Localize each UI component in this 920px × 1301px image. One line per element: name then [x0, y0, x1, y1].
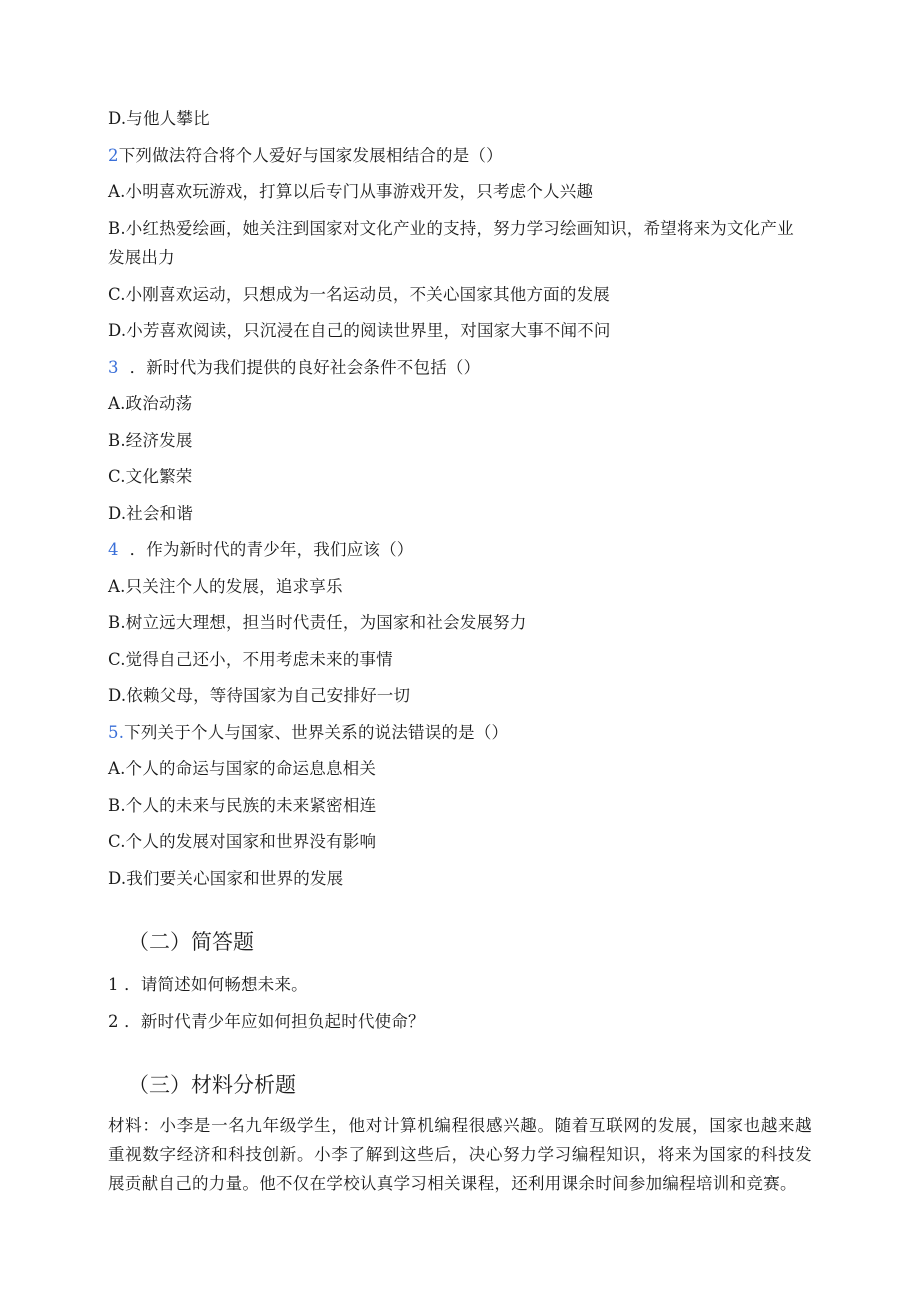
q2-option-d: D.小芳喜欢阅读，只沉浸在自己的阅读世界里，对国家大事不闻不问: [108, 321, 611, 340]
question-number: 5.: [108, 723, 125, 742]
question-number: 2: [108, 146, 119, 165]
q1-option-d: D.与他人攀比: [108, 109, 210, 128]
q2-option-b-cont: 发展出力: [108, 248, 175, 267]
question-number: 3: [108, 358, 119, 377]
question-text: 下列做法符合将个人爱好与国家发展相结合的是（）: [118, 146, 503, 165]
question-3: [108, 357, 480, 379]
q3-option-a: A.政治动荡: [108, 394, 193, 413]
q2-option-a: A.小明喜欢玩游戏，打算以后专门从事游戏开发，只考虑个人兴趣: [108, 182, 594, 201]
material-heading: （三）材料分析题: [128, 1073, 296, 1097]
q4-option-b: B.树立远大理想，担当时代责任，为国家和社会发展努力: [108, 613, 527, 632]
q5-option-a: A.个人的命运与国家的命运息息相关: [108, 759, 377, 778]
short-answer-heading: （二）简答题: [128, 930, 254, 954]
question-text: ．作为新时代的青少年，我们应该（）: [129, 540, 414, 559]
q5-option-d: D.我们要关心国家和世界的发展: [108, 869, 344, 888]
material-paragraph: 材料：小李是一名九年级学生，他对计算机编程很感兴趣。随着互联网的发展，国家也越来越重视数字经济和科技创新。小李了解到这些后，决心努力学习编程知识，将来为国家的科技发展贡献自己的力量。他不仅在学校认真学习相关课程，还利用课余时间参加编程培训和竞赛。: [108, 1116, 812, 1193]
question-number: 4: [108, 540, 119, 559]
q2-option-c: C.小刚喜欢运动，只想成为一名运动员，不关心国家其他方面的发展: [108, 285, 610, 304]
q2-option-b: B.小红热爱绘画，她关注到国家对文化产业的支持，努力学习绘画知识，希望将来为文化产业: [108, 219, 794, 238]
question-4: [108, 539, 414, 561]
question-text: ．新时代为我们提供的良好社会条件不包括（）: [129, 358, 481, 377]
q4-option-c: C.觉得自己还小，不用考虑未来的事情: [108, 650, 393, 669]
q4-option-d: D.依赖父母，等待国家为自己安排好一切: [108, 686, 411, 705]
q3-option-d: D.社会和谐: [108, 504, 194, 523]
q5-option-b: B.个人的未来与民族的未来紧密相连: [108, 796, 377, 815]
q3-option-b: B.经济发展: [108, 431, 193, 450]
short-question-1: 1 ．请简述如何畅想未来。: [108, 975, 308, 994]
q5-option-c: C.个人的发展对国家和世界没有影响: [108, 832, 377, 851]
question-text: 下列关于个人与国家、世界关系的说法错误的是（）: [124, 723, 509, 742]
short-question-2: 2 ．新时代青少年应如何担负起时代使命？: [108, 1012, 425, 1031]
question-5: [108, 722, 508, 744]
question-2: [108, 145, 503, 167]
q3-option-c: C.文化繁荣: [108, 467, 193, 486]
q4-option-a: A.只关注个人的发展，追求享乐: [108, 577, 343, 596]
